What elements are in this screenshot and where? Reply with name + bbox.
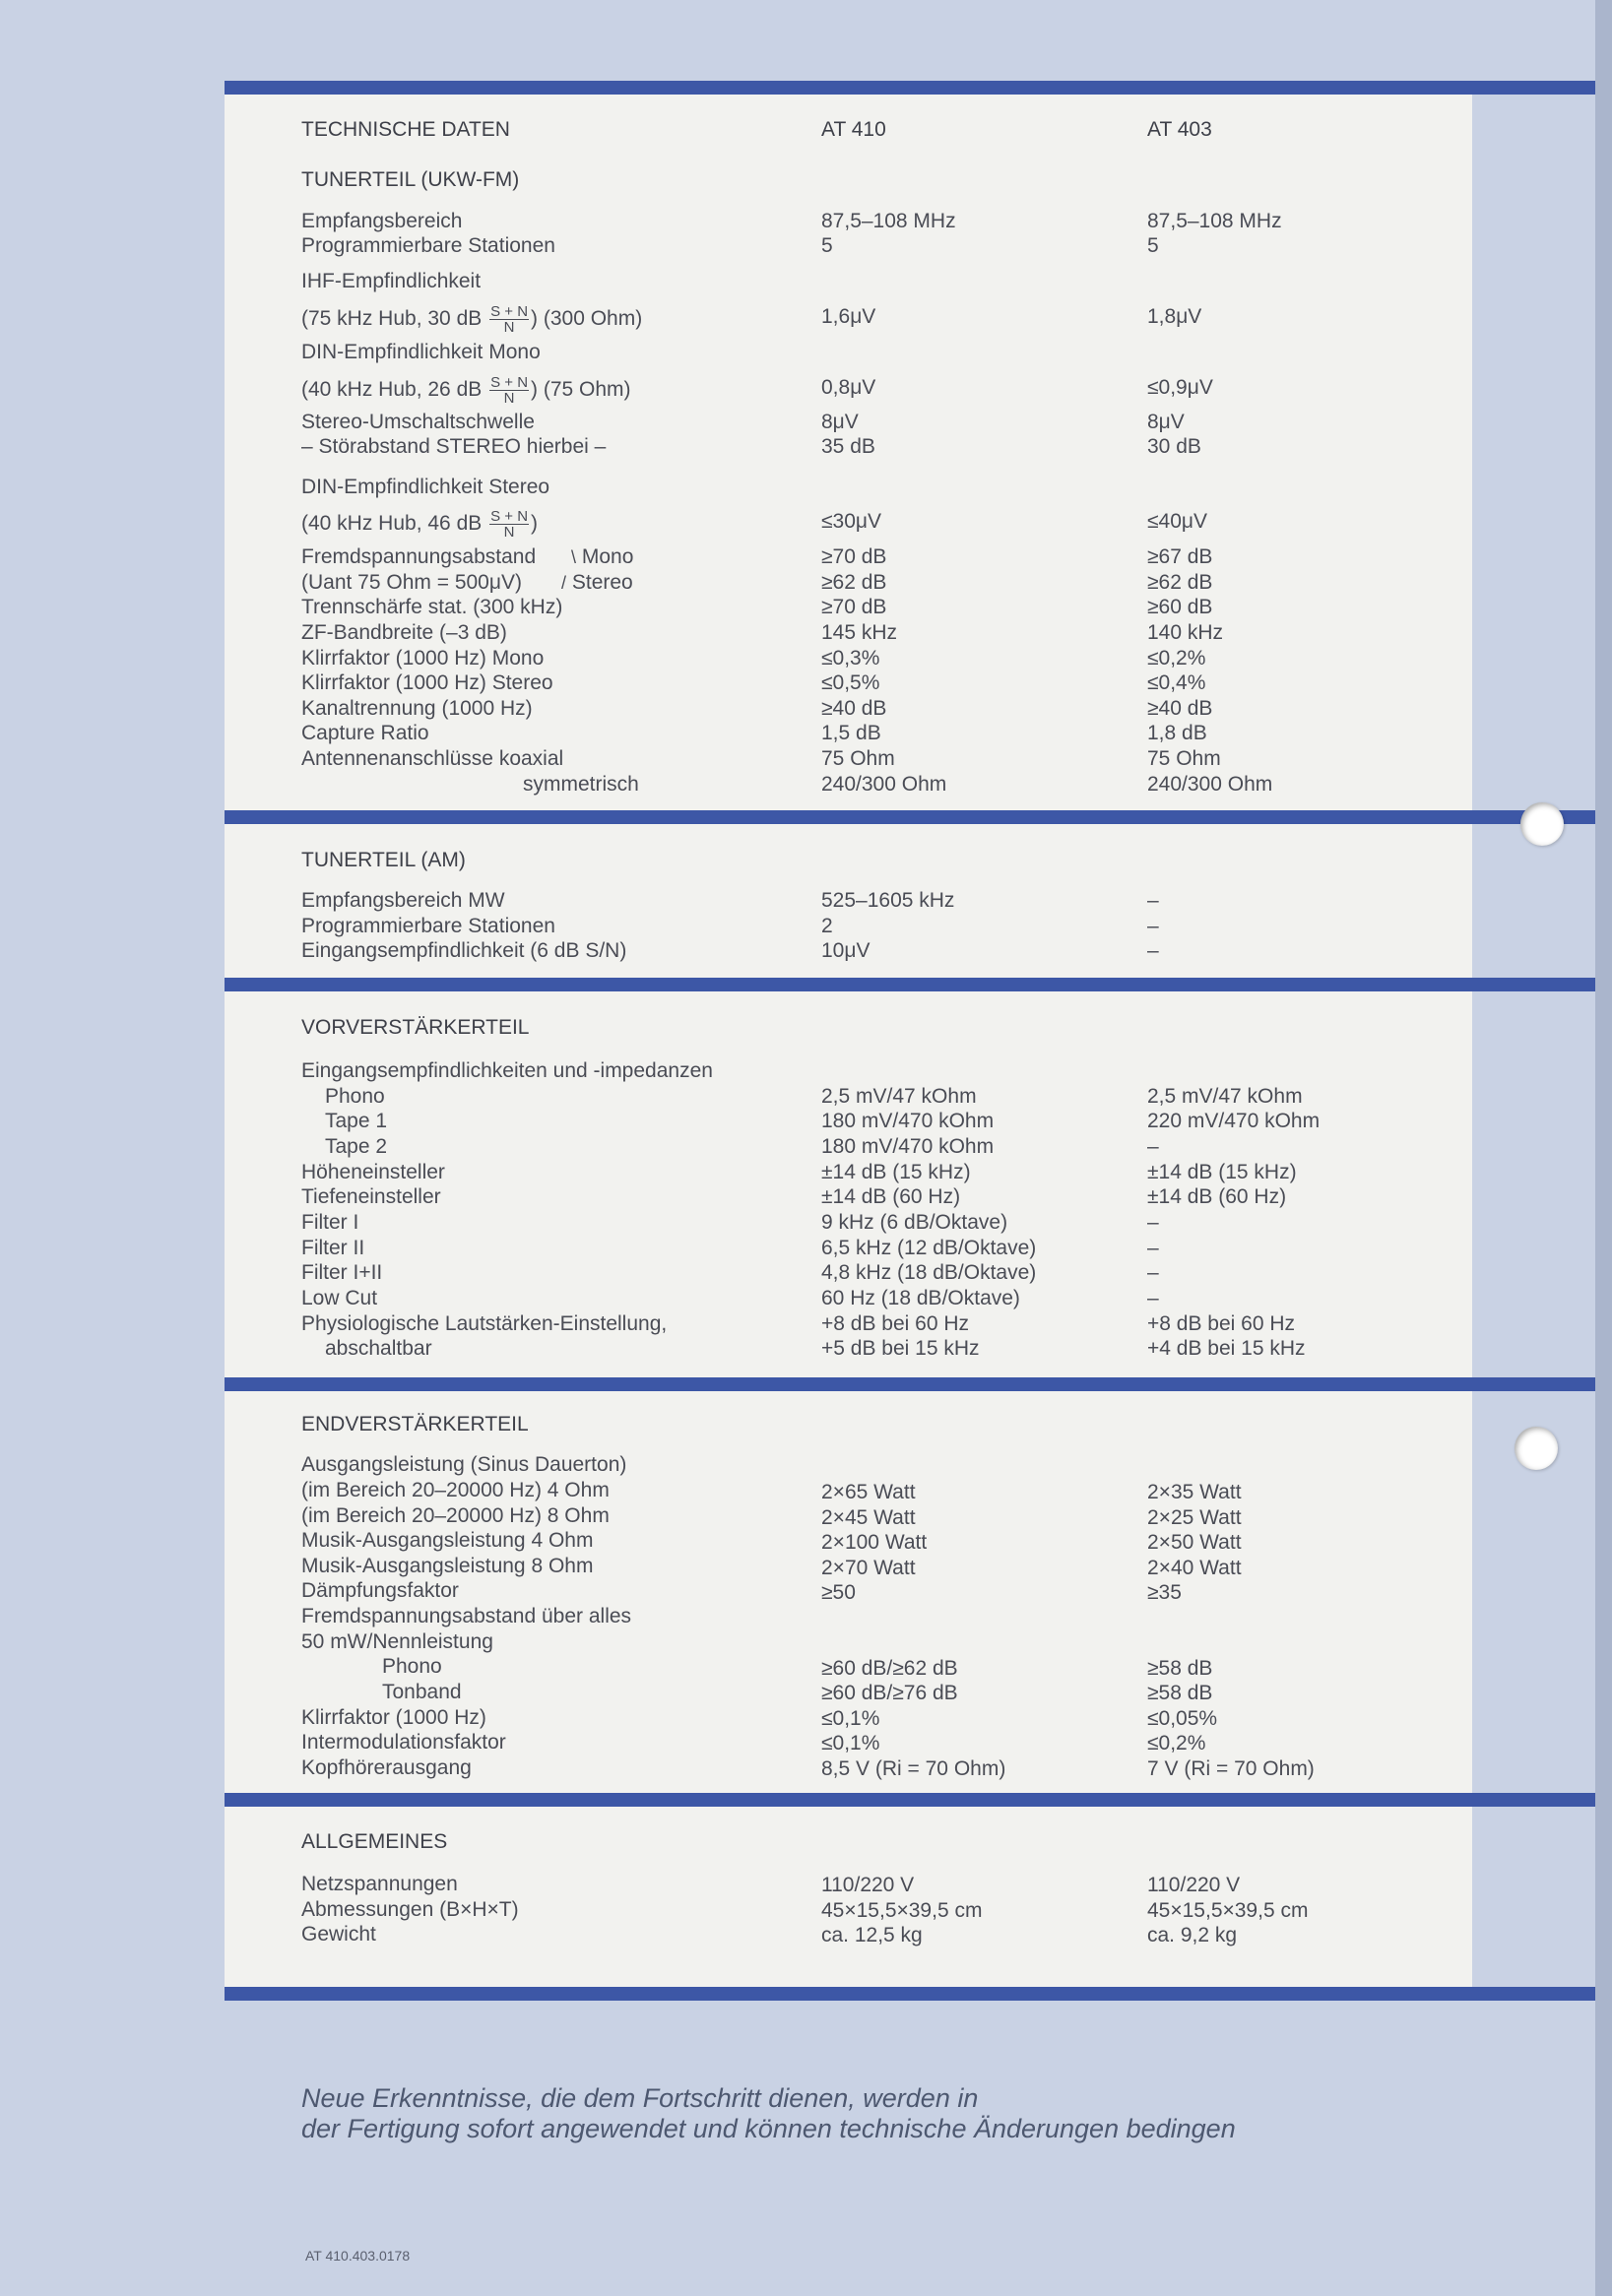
row-value-a: ≤0,5%: [821, 671, 880, 694]
row-label: Empfangsbereich MW: [301, 889, 505, 912]
row-value-a: ≥60 dB/≥62 dB: [821, 1657, 958, 1680]
mono-text: Mono: [581, 545, 634, 568]
row-label: Ausgangsleistung (Sinus Dauerton): [301, 1453, 627, 1476]
row-label: Physiologische Lautstärken-Einstellung,: [301, 1312, 668, 1335]
fraction-numerator: S + N: [490, 374, 529, 391]
row-value-b: –: [1147, 1211, 1159, 1234]
row-value-a: 45×15,5×39,5 cm: [821, 1899, 983, 1922]
row-value-a: ±14 dB (15 kHz): [821, 1161, 971, 1183]
section-bar: [225, 1987, 1595, 2001]
row-label: Tape 2: [325, 1135, 388, 1158]
row-value-a: ≥62 dB: [821, 571, 887, 594]
row-value-a: 75 Ohm: [821, 747, 895, 770]
row-value-b: ≥67 dB: [1147, 545, 1213, 568]
row-label: ZF-Bandbreite (–3 dB): [301, 621, 507, 644]
row-value-b: 1,8μV: [1147, 305, 1202, 328]
row-value-a: ≤0,1%: [821, 1707, 880, 1730]
row-value-b: 1,8 dB: [1147, 722, 1207, 744]
fraction-denominator: N: [503, 390, 515, 407]
row-value-b: ca. 9,2 kg: [1147, 1924, 1238, 1946]
row-label: Musik-Ausgangsleistung 8 Ohm: [301, 1555, 594, 1577]
brace-glyph: /: [561, 573, 567, 593]
row-label: 50 mW/Nennleistung: [301, 1630, 493, 1653]
row-label: Fremdspannungsabstand: [301, 545, 537, 568]
row-value-b: ≥58 dB: [1147, 1657, 1213, 1680]
row-label-formula: [301, 374, 631, 407]
row-label: Antennenanschlüsse koaxial: [301, 747, 564, 770]
row-value-a: 4,8 kHz (18 dB/Oktave): [821, 1261, 1037, 1284]
row-value-b: 30 dB: [1147, 435, 1201, 458]
row-label: (im Bereich 20–20000 Hz) 4 Ohm: [301, 1479, 610, 1501]
row-value-b: ≤0,05%: [1147, 1707, 1218, 1730]
stereo-text: Stereo: [571, 571, 633, 594]
row-value-a: 180 mV/470 kOhm: [821, 1110, 995, 1132]
row-value-a: 2×70 Watt: [821, 1557, 916, 1579]
row-value-a: 5: [821, 234, 833, 257]
row-value-b: 240/300 Ohm: [1147, 773, 1273, 796]
row-label: abschaltbar: [325, 1337, 432, 1360]
row-value-a: ≥70 dB: [821, 545, 887, 568]
formula-text: (75 kHz Hub, 30 dB: [301, 307, 488, 331]
row-value-a: 6,5 kHz (12 dB/Oktave): [821, 1237, 1037, 1259]
row-label: Eingangsempfindlichkeiten und -impedanzen: [301, 1059, 713, 1082]
page-edge: [1595, 0, 1612, 2296]
row-value-b: –: [1147, 1287, 1159, 1309]
row-value-a: 2×100 Watt: [821, 1531, 928, 1554]
footer-note-line2: der Fertigung sofort angewendet und können technische Änderungen bedingen: [301, 2114, 1236, 2143]
row-value-a: 2×45 Watt: [821, 1506, 916, 1529]
row-label: Tonband: [382, 1681, 462, 1703]
row-value-a: ≥60 dB/≥76 dB: [821, 1682, 958, 1704]
row-value-b: –: [1147, 1135, 1159, 1158]
row-label: – Störabstand STEREO hierbei –: [301, 435, 607, 458]
row-value-b: –: [1147, 915, 1159, 937]
section-title: TUNERTEIL (UKW-FM): [301, 168, 520, 191]
row-value-a: 60 Hz (18 dB/Oktave): [821, 1287, 1020, 1309]
row-value-b: ≥60 dB: [1147, 596, 1213, 618]
row-value-b: 2×25 Watt: [1147, 1506, 1242, 1529]
row-label: Filter II: [301, 1237, 365, 1259]
row-label: Capture Ratio: [301, 722, 429, 744]
row-value-a: ca. 12,5 kg: [821, 1924, 923, 1946]
row-value-b: ±14 dB (60 Hz): [1147, 1185, 1287, 1208]
row-value-b: 2×50 Watt: [1147, 1531, 1242, 1554]
row-label: Phono: [325, 1085, 385, 1108]
row-value-b: ≥58 dB: [1147, 1682, 1213, 1704]
fraction-numerator: S + N: [490, 303, 529, 320]
row-value-a: 8,5 V (Ri = 70 Ohm): [821, 1757, 1006, 1780]
row-value-a: 145 kHz: [821, 621, 898, 644]
row-value-b: ≤0,9μV: [1147, 376, 1213, 399]
row-label-formula: [301, 508, 539, 541]
row-value-b: +8 dB bei 60 Hz: [1147, 1312, 1296, 1335]
row-value-a: 110/220 V: [821, 1874, 915, 1896]
row-value-a: 1,6μV: [821, 305, 876, 328]
row-value-a: ≥50: [821, 1581, 856, 1604]
row-label: Kopfhörerausgang: [301, 1756, 472, 1779]
row-value-a: ±14 dB (60 Hz): [821, 1185, 961, 1208]
row-value-b: 220 mV/470 kOhm: [1147, 1110, 1321, 1132]
punch-hole: [1515, 1427, 1558, 1470]
row-label: DIN-Empfindlichkeit Stereo: [301, 476, 550, 498]
section-bar: [225, 1377, 1595, 1391]
row-label: DIN-Empfindlichkeit Mono: [301, 341, 541, 363]
row-label: Phono: [382, 1655, 442, 1678]
document-code: AT 410.403.0178: [305, 2248, 411, 2264]
section-title: TUNERTEIL (AM): [301, 849, 466, 871]
row-value-a: 10μV: [821, 939, 870, 962]
row-value-a: 0,8μV: [821, 376, 876, 399]
fraction: [489, 375, 529, 406]
footer-note-line1: Neue Erkenntnisse, die dem Fortschritt dienen, werden in: [301, 2083, 979, 2113]
row-value-a: 35 dB: [821, 435, 875, 458]
mono-label: [571, 544, 633, 570]
fraction: [489, 509, 529, 540]
row-label: Dämpfungsfaktor: [301, 1579, 459, 1602]
row-value-b: ≥62 dB: [1147, 571, 1213, 594]
row-label-formula: [301, 303, 643, 336]
row-value-b: 7 V (Ri = 70 Ohm): [1147, 1757, 1315, 1780]
fraction-denominator: N: [503, 319, 515, 336]
row-label: Abmessungen (B×H×T): [301, 1898, 519, 1921]
formula-text: (40 kHz Hub, 46 dB: [301, 512, 488, 536]
row-value-a: 1,5 dB: [821, 722, 881, 744]
row-value-b: ≥35: [1147, 1581, 1182, 1604]
row-value-b: ≥40 dB: [1147, 697, 1213, 720]
row-value-b: ≤40μV: [1147, 510, 1207, 533]
row-label: Klirrfaktor (1000 Hz) Stereo: [301, 671, 553, 694]
section-bar: [225, 81, 1595, 95]
row-value-a: 8μV: [821, 411, 859, 433]
section-bar: [225, 810, 1595, 824]
formula-suffix: ) (300 Ohm): [531, 307, 643, 331]
section-bar: [225, 978, 1595, 991]
row-label: Empfangsbereich: [301, 210, 463, 232]
row-value-a: 2: [821, 915, 833, 937]
punch-hole: [1520, 802, 1564, 846]
row-label: Intermodulationsfaktor: [301, 1731, 506, 1754]
row-label: Tiefeneinsteller: [301, 1185, 441, 1208]
fraction-numerator: S + N: [490, 508, 529, 525]
row-label: Netzspannungen: [301, 1873, 458, 1895]
row-label: IHF-Empfindlichkeit: [301, 270, 482, 292]
row-value-b: 2×40 Watt: [1147, 1557, 1242, 1579]
row-label: Höheneinsteller: [301, 1161, 445, 1183]
section-bar: [225, 1793, 1595, 1807]
section-title: ALLGEMEINES: [301, 1830, 448, 1853]
row-value-a: +5 dB bei 15 kHz: [821, 1337, 980, 1360]
row-label: Tape 1: [325, 1110, 388, 1132]
stereo-label: [561, 570, 633, 596]
row-label: symmetrisch: [523, 773, 639, 796]
row-label: Filter I+II: [301, 1261, 383, 1284]
row-value-b: 2,5 mV/47 kOhm: [1147, 1085, 1303, 1108]
row-value-b: 110/220 V: [1147, 1874, 1241, 1896]
row-label: Kanaltrennung (1000 Hz): [301, 697, 533, 720]
table-title: TECHNISCHE DATEN: [301, 118, 510, 141]
row-value-a: 2,5 mV/47 kOhm: [821, 1085, 977, 1108]
row-value-a: ≥40 dB: [821, 697, 887, 720]
row-label: Klirrfaktor (1000 Hz): [301, 1706, 486, 1729]
row-label: (im Bereich 20–20000 Hz) 8 Ohm: [301, 1504, 610, 1527]
row-value-a: +8 dB bei 60 Hz: [821, 1312, 970, 1335]
row-value-a: ≤0,3%: [821, 647, 880, 670]
row-value-a: 87,5–108 MHz: [821, 210, 956, 232]
formula-suffix: ) (75 Ohm): [531, 378, 631, 402]
row-label: Filter I: [301, 1211, 359, 1234]
row-value-b: 2×35 Watt: [1147, 1481, 1242, 1503]
row-label: Programmierbare Stationen: [301, 915, 555, 937]
row-value-b: 45×15,5×39,5 cm: [1147, 1899, 1309, 1922]
row-value-b: ≤0,2%: [1147, 1732, 1206, 1754]
row-value-a: ≤30μV: [821, 510, 881, 533]
row-label: Trennschärfe stat. (300 kHz): [301, 596, 563, 618]
row-label: (Uant 75 Ohm = 500μV): [301, 571, 522, 594]
row-label: Eingangsempfindlichkeit (6 dB S/N): [301, 939, 627, 962]
row-label: Stereo-Umschaltschwelle: [301, 411, 535, 433]
row-value-b: 8μV: [1147, 411, 1185, 433]
row-value-b: ±14 dB (15 kHz): [1147, 1161, 1297, 1183]
row-value-b: 5: [1147, 234, 1159, 257]
row-value-a: 525–1605 kHz: [821, 889, 955, 912]
model-b-header: AT 403: [1147, 118, 1212, 141]
row-label: Low Cut: [301, 1287, 378, 1309]
row-value-a: 9 kHz (6 dB/Oktave): [821, 1211, 1008, 1234]
row-value-a: 240/300 Ohm: [821, 773, 947, 796]
row-value-a: ≥70 dB: [821, 596, 887, 618]
row-value-b: 75 Ohm: [1147, 747, 1221, 770]
row-label: Gewicht: [301, 1923, 376, 1945]
row-value-a: 2×65 Watt: [821, 1481, 916, 1503]
fraction-denominator: N: [503, 524, 515, 541]
formula-suffix: ): [531, 512, 539, 536]
row-label: Programmierbare Stationen: [301, 234, 555, 257]
row-value-b: –: [1147, 939, 1159, 962]
row-value-b: +4 dB bei 15 kHz: [1147, 1337, 1306, 1360]
row-value-b: –: [1147, 889, 1159, 912]
row-value-b: ≤0,2%: [1147, 647, 1206, 670]
row-value-b: ≤0,4%: [1147, 671, 1206, 694]
row-value-b: 140 kHz: [1147, 621, 1224, 644]
row-value-a: ≤0,1%: [821, 1732, 880, 1754]
fraction: [489, 304, 529, 335]
section-title: VORVERSTÄRKERTEIL: [301, 1016, 530, 1039]
section-title: ENDVERSTÄRKERTEIL: [301, 1413, 529, 1435]
row-label: Fremdspannungsabstand über alles: [301, 1605, 632, 1627]
row-value-b: –: [1147, 1237, 1159, 1259]
row-label: Klirrfaktor (1000 Hz) Mono: [301, 647, 545, 670]
row-value-b: 87,5–108 MHz: [1147, 210, 1282, 232]
row-value-b: –: [1147, 1261, 1159, 1284]
brace-glyph: \: [571, 547, 577, 567]
model-a-header: AT 410: [821, 118, 886, 141]
formula-text: (40 kHz Hub, 26 dB: [301, 378, 488, 402]
row-value-a: 180 mV/470 kOhm: [821, 1135, 995, 1158]
row-label: Musik-Ausgangsleistung 4 Ohm: [301, 1529, 594, 1552]
